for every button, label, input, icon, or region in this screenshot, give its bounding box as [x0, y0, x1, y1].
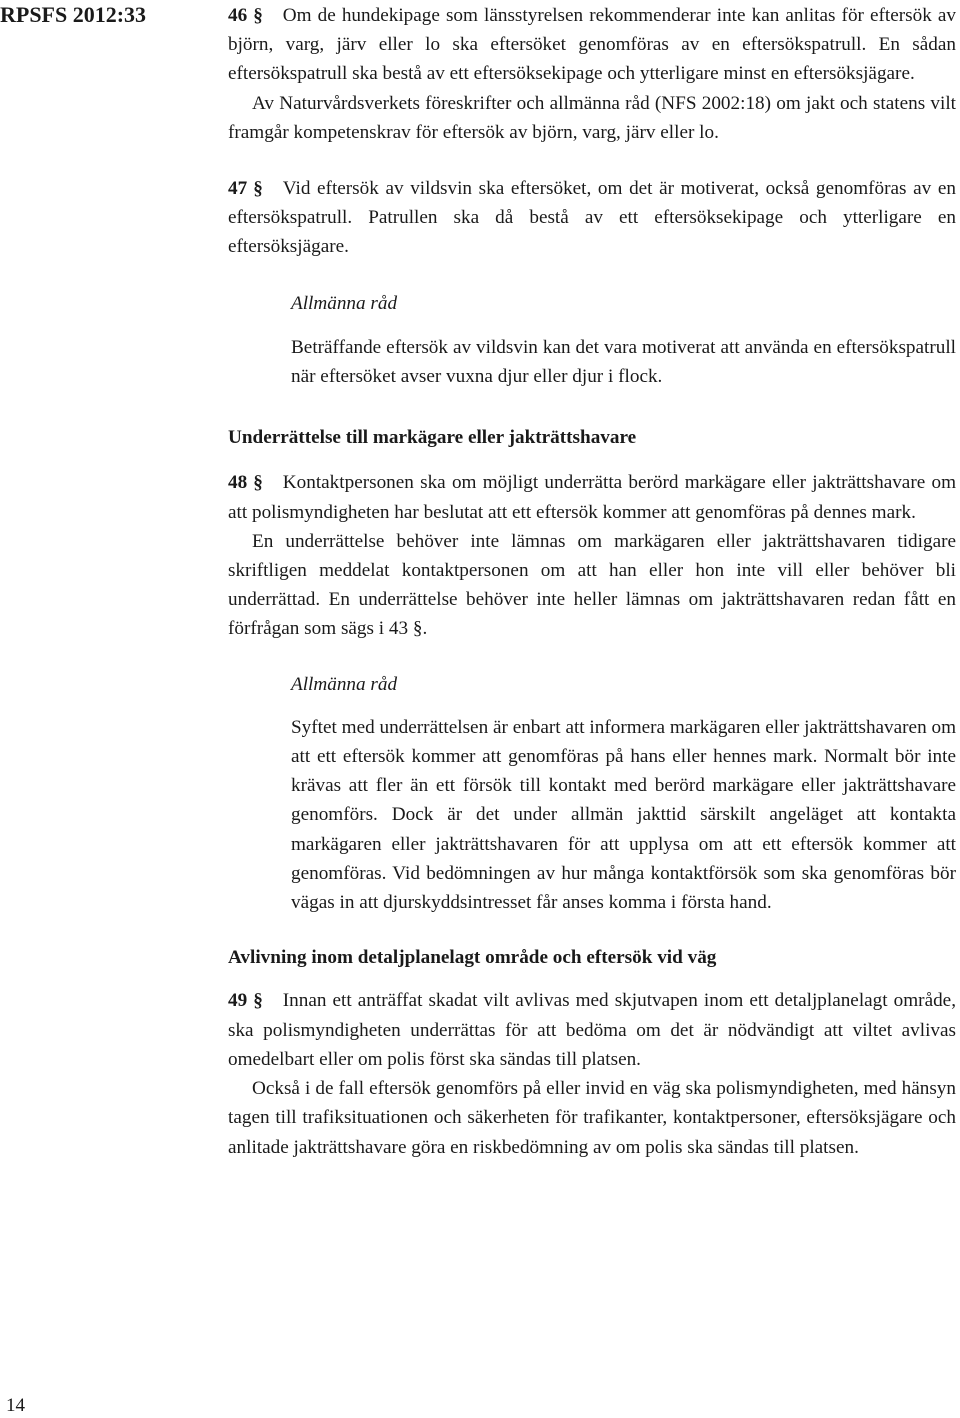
- advice-text: Beträffande eftersök av vildsvin kan det vara motiverat att använda en eftersökspatrull när eftersöket avser vuxna djur eller djur i flock.: [291, 336, 956, 388]
- paragraph-text: Vid eftersök av vildsvin ska eftersöket, om det är motiverat, också genomföras av en eftersökspatrull. Patrullen ska då bestå av ett eftersöksekipage och ytterligare en eftersöksjägare.: [228, 178, 956, 258]
- section-symbol: §: [253, 990, 263, 1012]
- section-49-paragraph-2: Också i de fall eftersök genomförs på eller invid en väg ska polismyndigheten, med hänsyn tagen till trafiksituationen och säkerheten för trafikanter, kontaktpersoner, eftersöksjägare och anlitade jakträttshavare göra en riskbedömning av om polis ska sändas till platsen.: [228, 1078, 956, 1158]
- paragraph-text: Innan ett anträffat skadat vilt avlivas med skjutvapen inom ett detaljplanelagt område, ska polismyndigheten underrättas för att bedöma om det är nödvändigt att viltet avlivas omedelbart eller om polis först ska sändas till platsen.: [228, 990, 956, 1070]
- section-48-paragraph-2: En underrättelse behöver inte lämnas om markägaren eller jakträttshavaren tidigare skriftligen meddelat kontaktpersonen om att han eller hon inte vill eller behöver bli underrättad. En underrättelse behöver inte heller lämnas om jakträttshavaren redan fått en förfrågan som sägs i 43 §.: [228, 530, 956, 640]
- section-heading: Avlivning inom detaljplanelagt område och eftersök vid väg: [228, 947, 717, 969]
- section-symbol: §: [253, 178, 263, 200]
- section-48-paragraph-1: [228, 468, 956, 526]
- section-number: 47: [228, 178, 248, 200]
- advice-title: Allmänna råd: [291, 673, 398, 695]
- section-number: 48: [228, 472, 248, 494]
- section-46-paragraph-1: [228, 1, 956, 89]
- paragraph-text: Om de hundekipage som länsstyrelsen rekommenderar inte kan anlitas för eftersök av björn, varg, järv eller lo ska eftersöket genomföras av en eftersökspatrull. En sådan eftersökspatrull ska bestå av ett eftersöksekipage och ytterligare minst en eftersöksjägare.: [228, 5, 956, 85]
- section-heading: Underrättelse till markägare eller jakträttshavare: [228, 427, 637, 449]
- general-advice-box: [291, 670, 956, 918]
- document-body: [228, 0, 956, 1162]
- section-symbol: §: [253, 472, 263, 494]
- section-number: 46: [228, 5, 248, 26]
- section-symbol: §: [253, 5, 263, 26]
- section-49-paragraph-1: [228, 986, 956, 1074]
- page-number: 14: [6, 1395, 25, 1416]
- section-47-paragraph-1: [228, 174, 956, 262]
- advice-title: Allmänna råd: [291, 292, 398, 314]
- paragraph-text: Kontaktpersonen ska om möjligt underrätta berörd markägare eller jakträttshavare om att polismyndigheten har beslutat att ett eftersök kommer att genomföras på dennes mark.: [228, 472, 956, 523]
- series-designation: RPSFS 2012:33: [0, 2, 147, 27]
- advice-text: Syftet med underrättelsen är enbart att informera markägaren eller jakträttshavaren om att ett eftersök kommer att genomföras på hans eller hennes mark. Normalt bör inte krävas att fler än ett försök till kontakt med berörd markägare eller jakträttshavare genomförs. Dock är det under allmän jakttid särskilt angeläget att kontakta markägaren eller jakträttshavaren för att upplysa om att ett eftersök kommer att genomföras. Vid bedömningen av hur många kontaktförsök som ska genomföras bör vägas in att djurskyddsintresset får anses komma i första hand.: [291, 716, 956, 914]
- general-advice-box: [291, 289, 956, 392]
- section-number: 49: [228, 990, 248, 1012]
- section-46-paragraph-2: Av Naturvårdsverkets föreskrifter och allmänna råd (NFS 2002:18) om jakt och statens vilt framgår kompetenskrav för eftersök av björn, varg, järv eller lo.: [228, 92, 956, 143]
